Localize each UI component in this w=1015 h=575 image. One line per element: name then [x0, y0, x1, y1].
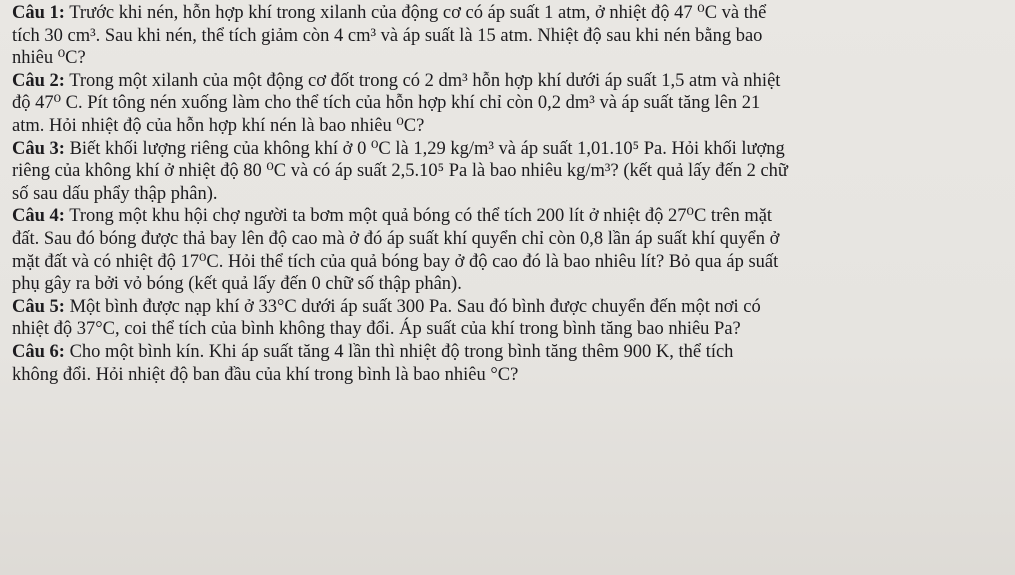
question-line: atm. Hỏi nhiệt độ của hỗn hợp khí nén là bao nhiêu ⁰C? [12, 115, 425, 136]
question-line: đất. Sau đó bóng được thả bay lên độ cao mà ở đó áp suất khí quyển chỉ còn 0,8 lần áp suất khí quyển ở [12, 228, 780, 249]
question-line [12, 296, 1003, 319]
question-text: Trước khi nén, hỗn hợp khí trong xilanh của động cơ có áp suất 1 atm, ở nhiệt độ 47 ⁰C và thể [69, 3, 767, 23]
question-line [12, 70, 1003, 93]
question-1 [12, 2, 1003, 70]
question-4 [12, 205, 1003, 295]
question-line [12, 205, 1003, 228]
question-line: nhiệt độ 37°C, coi thể tích của bình không thay đổi. Áp suất của khí trong bình tăng bao nhiêu Pa? [12, 319, 741, 340]
question-line: phụ gây ra bởi vỏ bóng (kết quả lấy đến 0 chữ số thập phân). [12, 274, 462, 295]
question-line: riêng của không khí ở nhiệt độ 80 ⁰C và có áp suất 2,5.10⁵ Pa là bao nhiêu kg/m³? (kết quả lấy đến 2 chữ [12, 161, 788, 182]
question-text: Trong một xilanh của một động cơ đốt trong có 2 dm³ hỗn hợp khí dưới áp suất 1,5 atm và nhiệt [69, 70, 781, 91]
question-line [12, 138, 1003, 161]
question-line [12, 341, 1003, 364]
question-label: Câu 6: [12, 341, 65, 362]
question-6 [12, 341, 1003, 386]
question-label: Câu 1: [12, 3, 65, 23]
question-text: Trong một khu hội chợ người ta bơm một quả bóng có thể tích 200 lít ở nhiệt độ 27⁰C trên mặt [69, 206, 773, 227]
question-line: mặt đất và có nhiệt độ 17⁰C. Hỏi thể tích của quả bóng bay ở độ cao đó là bao nhiêu lít? Bỏ qua áp suất [12, 251, 779, 272]
question-line: độ 47⁰ C. Pít tông nén xuống làm cho thể tích của hỗn hợp khí chỉ còn 0,2 dm³ và áp suất tăng lên 21 [12, 93, 761, 114]
question-3 [12, 138, 1003, 206]
question-label: Câu 3: [12, 138, 65, 159]
question-text: Cho một bình kín. Khi áp suất tăng 4 lần thì nhiệt độ trong bình tăng thêm 900 K, thể tích [69, 341, 734, 362]
question-text: Một bình được nạp khí ở 33°C dưới áp suất 300 Pa. Sau đó bình được chuyển đến một nơi có [69, 296, 761, 317]
question-label: Câu 4: [12, 206, 65, 227]
question-line [12, 2, 1003, 25]
question-label: Câu 5: [12, 296, 65, 317]
question-line: nhiêu ⁰C? [12, 48, 86, 69]
question-line: không đổi. Hỏi nhiệt độ ban đầu của khí trong bình là bao nhiêu °C? [12, 364, 519, 385]
question-text: Biết khối lượng riêng của không khí ở 0 ⁰C là 1,29 kg/m³ và áp suất 1,01.10⁵ Pa. Hỏi khối lượng [69, 138, 785, 159]
question-5 [12, 296, 1003, 341]
question-line: tích 30 cm³. Sau khi nén, thể tích giảm còn 4 cm³ và áp suất là 15 atm. Nhiệt độ sau khi nén bằng bao [12, 25, 763, 46]
question-label: Câu 2: [12, 70, 65, 91]
question-2 [12, 70, 1003, 138]
question-line: số sau dấu phẩy thập phân). [12, 183, 218, 204]
